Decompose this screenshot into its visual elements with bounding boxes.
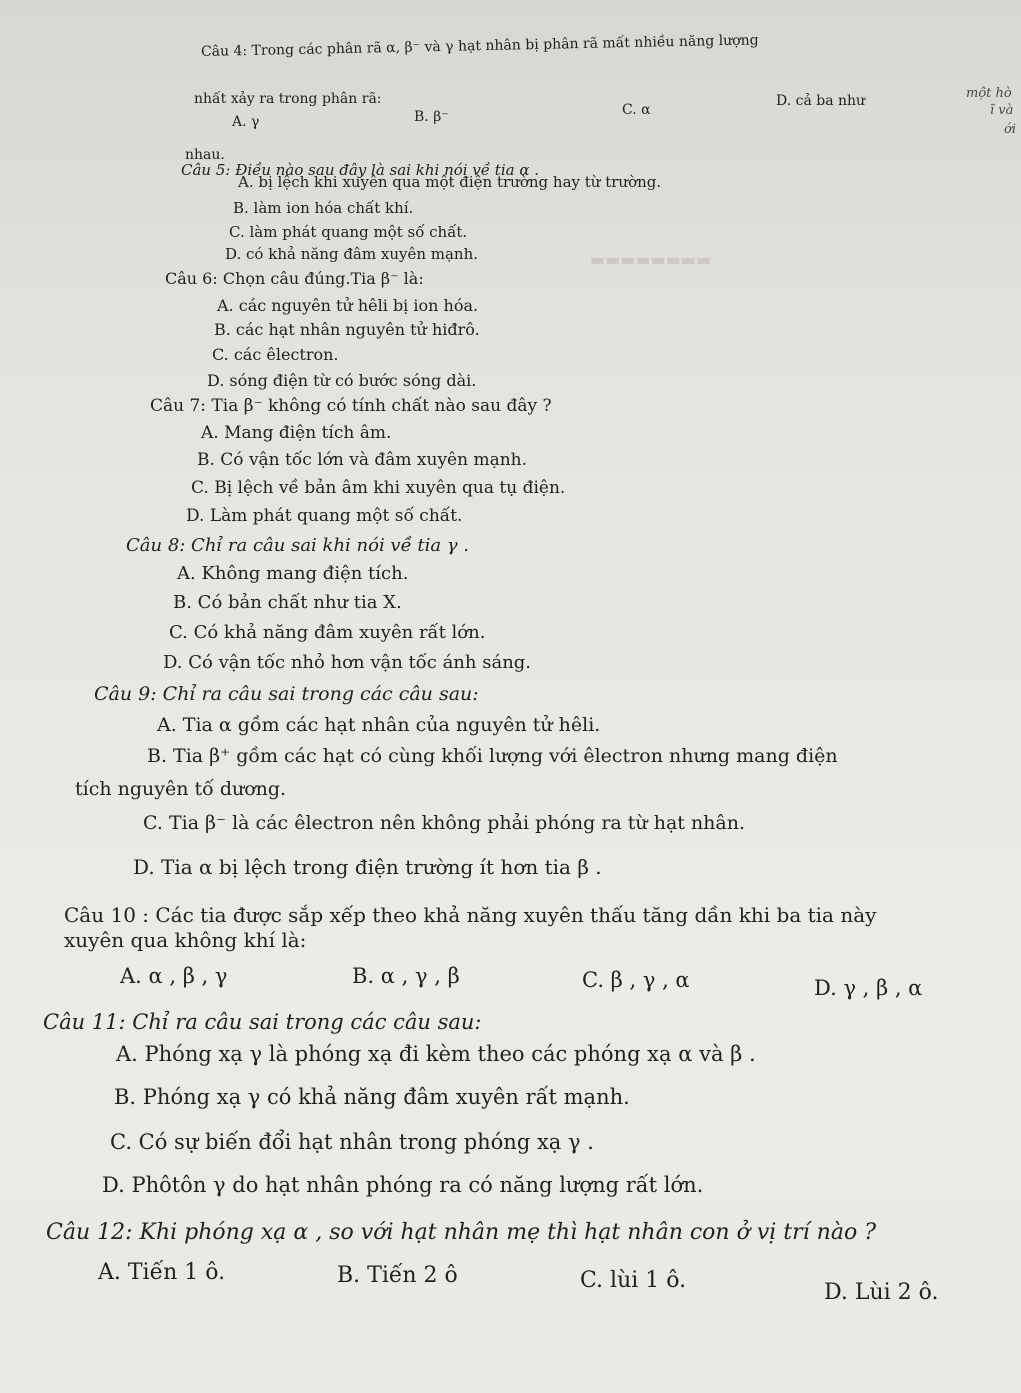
- q10-option-d: D. γ , β , α: [814, 976, 923, 1000]
- bleed-through: ▬▬▬▬▬▬▬▬: [590, 250, 711, 269]
- q6-option-a: A. các nguyên tử hêli bị ion hóa.: [217, 296, 479, 315]
- q9-option-c: C. Tia β⁻ là các êlectron nên không phải phóng ra từ hạt nhân.: [143, 812, 746, 834]
- q4-option-c: C. α: [622, 102, 651, 118]
- q11-option-d: D. Phôtôn γ do hạt nhân phóng ra có năng lượng rất lớn.: [102, 1173, 704, 1197]
- q12-stem: Câu 12: Khi phóng xạ α , so với hạt nhân mẹ thì hạt nhân con ở vị trí nào ?: [46, 1220, 876, 1245]
- q12-option-c: C. lùi 1 ô.: [580, 1268, 687, 1293]
- q4-option-a: A. γ: [232, 114, 260, 130]
- q4-line1: Câu 4: Trong các phân rã α, β⁻ và γ hạt nhân bị phân rã mất nhiều năng lượng: [200, 32, 759, 60]
- corner-fragment-1: một hò: [966, 86, 1012, 101]
- q9-stem: Câu 9: Chỉ ra câu sai trong các câu sau:: [94, 683, 479, 705]
- q9-option-a: A. Tia α gồm các hạt nhân của nguyên tử hêli.: [157, 714, 601, 736]
- corner-fragment-3: ới: [1004, 122, 1016, 137]
- q10-option-b: B. α , γ , β: [352, 964, 460, 988]
- q12-option-b: B. Tiến 2 ô: [337, 1263, 458, 1288]
- q6-option-d: D. sóng điện từ có bước sóng dài.: [207, 371, 477, 390]
- q5-option-b: B. làm ion hóa chất khí.: [233, 199, 414, 217]
- q9-option-d: D. Tia α bị lệch trong điện trường ít hơn tia β .: [133, 855, 602, 879]
- q10-option-c: C. β , γ , α: [582, 968, 690, 992]
- q5-stem: Câu 5: Điều nào sau đây là sai khi nói về tia α .: [181, 161, 539, 179]
- q11-option-a: A. Phóng xạ γ là phóng xạ đi kèm theo các phóng xạ α và β .: [116, 1042, 756, 1066]
- q7-stem: Câu 7: Tia β⁻ không có tính chất nào sau đây ?: [150, 396, 552, 416]
- q6-option-b: B. các hạt nhân nguyên tử hiđrô.: [214, 320, 480, 339]
- q8-option-b: B. Có bản chất như tia X.: [173, 592, 402, 613]
- q8-option-d: D. Có vận tốc nhỏ hơn vận tốc ánh sáng.: [163, 652, 532, 673]
- q4-option-b: B. β⁻: [414, 109, 449, 125]
- q7-option-c: C. Bị lệch về bản âm khi xuyên qua tụ điện.: [191, 478, 566, 498]
- q11-stem: Câu 11: Chỉ ra câu sai trong các câu sau:: [43, 1010, 482, 1034]
- q6-stem: Câu 6: Chọn câu đúng.Tia β⁻ là:: [165, 269, 424, 288]
- q8-option-a: A. Không mang điện tích.: [177, 563, 409, 584]
- q5-option-c: C. làm phát quang một số chất.: [229, 223, 468, 241]
- q4-option-d: D. cả ba như: [776, 93, 866, 109]
- q6-option-c: C. các êlectron.: [212, 345, 339, 364]
- q10-stem-line2: xuyên qua không khí là:: [64, 928, 307, 952]
- q9-option-b-line1: B. Tia β⁺ gồm các hạt có cùng khối lượng với êlectron nhưng mang điện: [147, 745, 838, 767]
- q4-line2: nhất xảy ra trong phân rã:: [194, 91, 382, 107]
- q8-option-c: C. Có khả năng đâm xuyên rất lớn.: [169, 622, 486, 643]
- q7-option-d: D. Làm phát quang một số chất.: [186, 506, 463, 526]
- q10-option-a: A. α , β , γ: [120, 964, 228, 988]
- q7-option-b: B. Có vận tốc lớn và đâm xuyên mạnh.: [197, 450, 528, 470]
- q12-option-d: D. Lùi 2 ô.: [824, 1280, 939, 1305]
- q7-option-a: A. Mang điện tích âm.: [201, 423, 392, 443]
- q12-option-a: A. Tiến 1 ô.: [98, 1260, 226, 1285]
- q9-option-b-line2: tích nguyên tố dương.: [75, 778, 287, 800]
- q11-option-c: C. Có sự biến đổi hạt nhân trong phóng xạ γ .: [110, 1130, 594, 1154]
- q10-stem-line1: Câu 10 : Các tia được sắp xếp theo khả năng xuyên thấu tăng dần khi ba tia này: [64, 903, 877, 927]
- corner-fragment-2: ĩ và: [990, 103, 1014, 118]
- q8-stem: Câu 8: Chỉ ra câu sai khi nói về tia γ .: [126, 535, 470, 556]
- q5-option-d: D. có khả năng đâm xuyên mạnh.: [225, 245, 479, 263]
- q5-option-a: A. bị lệch khi xuyên qua một điện trường hay từ trường.: [238, 173, 662, 191]
- q11-option-b: B. Phóng xạ γ có khả năng đâm xuyên rất mạnh.: [114, 1085, 630, 1109]
- q4-line3: nhau.: [185, 147, 225, 163]
